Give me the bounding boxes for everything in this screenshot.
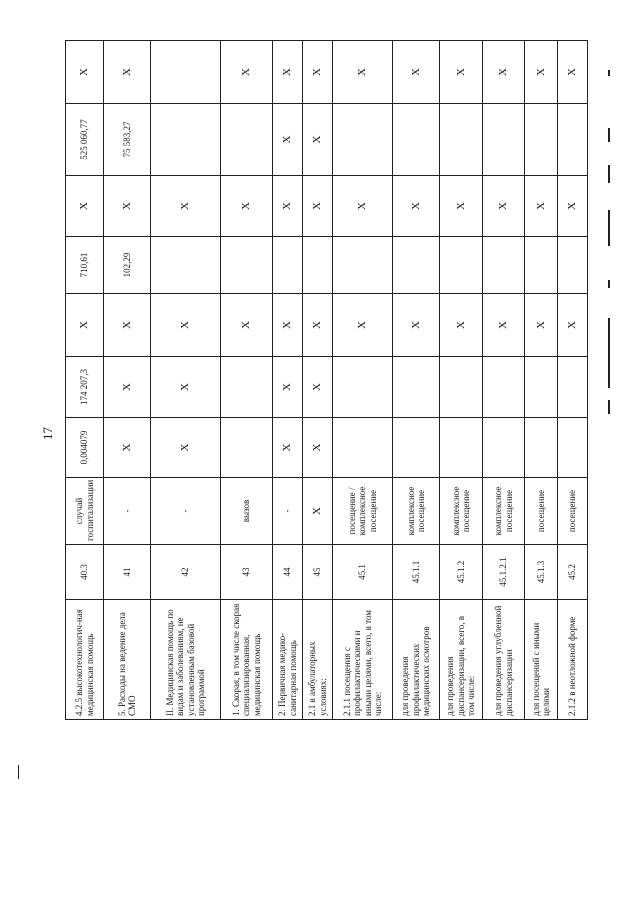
financing-table xyxy=(65,40,588,720)
table-cell: 45.2 xyxy=(558,545,588,600)
table-cell: Х xyxy=(221,41,273,104)
row-label-cell: для посещений с иными целями xyxy=(525,600,558,720)
table-cell xyxy=(393,237,440,294)
table-cell: Х xyxy=(333,294,393,357)
table-cell: 43 xyxy=(221,545,273,600)
table-cell: 45.1 xyxy=(333,545,393,600)
table-cell xyxy=(558,237,588,294)
table-cell xyxy=(440,357,483,418)
table-cell: Х xyxy=(333,41,393,104)
table-cell: Х xyxy=(440,41,483,104)
table-cell: Х xyxy=(303,41,333,104)
margin-mark xyxy=(18,765,19,779)
table-cell: Х xyxy=(393,294,440,357)
table-cell: посещение xyxy=(525,478,558,545)
table-row xyxy=(221,41,273,720)
table-cell: Х xyxy=(525,41,558,104)
table-body xyxy=(66,41,588,720)
margin-mark xyxy=(608,165,610,183)
table-cell: Х xyxy=(104,418,151,478)
table-cell xyxy=(558,418,588,478)
margin-mark xyxy=(608,128,610,142)
row-label-cell: 2.1 в амбулаторных условиях: xyxy=(303,600,333,720)
table-cell: - xyxy=(151,478,221,545)
table-cell: Х xyxy=(273,176,303,237)
table-cell: Х xyxy=(104,176,151,237)
table-cell: 0,004079 xyxy=(66,418,104,478)
table-cell: Х xyxy=(151,294,221,357)
table-cell: Х xyxy=(440,176,483,237)
table-cell xyxy=(221,237,273,294)
table-cell: Х xyxy=(303,418,333,478)
table-cell: Х xyxy=(104,294,151,357)
table-cell: - xyxy=(273,478,303,545)
table-cell: Х xyxy=(558,41,588,104)
table-cell: Х xyxy=(303,357,333,418)
table-cell: Х xyxy=(104,357,151,418)
table-cell xyxy=(558,357,588,418)
table-cell: Х xyxy=(303,294,333,357)
table-row xyxy=(440,41,483,720)
table-cell: Х xyxy=(66,294,104,357)
table-cell: 45.1.2 xyxy=(440,545,483,600)
table-cell xyxy=(333,357,393,418)
row-label-cell: для проведения углубленной диспансеризации xyxy=(483,600,525,720)
row-label-cell: 2.1.1 посещения с профилактическими и иными целями, всего, в том числе: xyxy=(333,600,393,720)
table-cell: комплексное посещение xyxy=(483,478,525,545)
table-cell: Х xyxy=(483,41,525,104)
table-cell: 710,61 xyxy=(66,237,104,294)
table-cell: - xyxy=(104,478,151,545)
table-cell: Х xyxy=(525,294,558,357)
table-cell: Х xyxy=(393,176,440,237)
row-label-cell: 4.2.5 высокотехнологич-ная медицинская помощь xyxy=(66,600,104,720)
table-cell: Х xyxy=(66,41,104,104)
table-cell: 45.1.2.1 xyxy=(483,545,525,600)
row-label-cell: 1. Скорая, в том числе скорая специализированная, медицинская помощь xyxy=(221,600,273,720)
table-cell: Х xyxy=(221,176,273,237)
table-cell: Х xyxy=(393,41,440,104)
table-row xyxy=(303,41,333,720)
row-label-cell: 2. Первичная медико-санитарная помощь xyxy=(273,600,303,720)
table-cell: Х xyxy=(558,176,588,237)
table-cell xyxy=(483,104,525,176)
table-row xyxy=(393,41,440,720)
margin-mark xyxy=(608,70,610,76)
table-cell: посещение / комплексное посещение xyxy=(333,478,393,545)
table-cell: Х xyxy=(151,357,221,418)
table-row xyxy=(525,41,558,720)
table-cell xyxy=(525,104,558,176)
table-cell xyxy=(393,357,440,418)
table-row xyxy=(273,41,303,720)
table-cell: Х xyxy=(273,41,303,104)
table-cell xyxy=(303,237,333,294)
table-cell: Х xyxy=(273,104,303,176)
table-cell xyxy=(273,237,303,294)
table-cell: Х xyxy=(558,294,588,357)
table-cell xyxy=(525,418,558,478)
table-row xyxy=(66,41,104,720)
table-cell: 45.1.1 xyxy=(393,545,440,600)
table-cell: 174 207,3 xyxy=(66,357,104,418)
table-container xyxy=(65,41,579,720)
table-cell xyxy=(221,104,273,176)
table-row xyxy=(333,41,393,720)
table-cell: Х xyxy=(525,176,558,237)
table-cell xyxy=(440,418,483,478)
row-label-cell: для проведения диспансеризации, всего, в том числе: xyxy=(440,600,483,720)
table-cell: Х xyxy=(440,294,483,357)
table-cell: Х xyxy=(303,176,333,237)
table-cell xyxy=(525,357,558,418)
table-cell xyxy=(221,418,273,478)
table-cell: комплексное посещение xyxy=(440,478,483,545)
table-cell: Х xyxy=(333,176,393,237)
table-cell: Х xyxy=(303,478,333,545)
table-row xyxy=(104,41,151,720)
table-cell xyxy=(393,418,440,478)
table-cell xyxy=(333,237,393,294)
table-cell: случай госпитализации xyxy=(66,478,104,545)
table-cell xyxy=(333,418,393,478)
table-cell: Х xyxy=(221,294,273,357)
table-cell: Х xyxy=(104,41,151,104)
table-cell xyxy=(221,357,273,418)
margin-mark xyxy=(608,280,610,288)
table-cell: комплексное посещение xyxy=(393,478,440,545)
table-cell xyxy=(483,418,525,478)
table-cell: 44 xyxy=(273,545,303,600)
table-cell xyxy=(558,104,588,176)
table-cell xyxy=(525,237,558,294)
table-cell xyxy=(483,237,525,294)
table-cell xyxy=(393,104,440,176)
table-cell: посещение xyxy=(558,478,588,545)
margin-mark xyxy=(608,210,610,246)
row-label-cell: II. Медицинская помощь по видам и заболеваниям, не установленным базовой программой xyxy=(151,600,221,720)
table-cell xyxy=(151,237,221,294)
table-cell: 102,29 xyxy=(104,237,151,294)
table-cell xyxy=(440,104,483,176)
table-cell xyxy=(151,41,221,104)
table-cell: 40.3 xyxy=(66,545,104,600)
table-cell: 75 583,27 xyxy=(104,104,151,176)
margin-mark xyxy=(608,400,610,414)
row-label-cell: 5. Расходы на ведение дела СМО xyxy=(104,600,151,720)
row-label-cell: 2.1.2 в неотложной форме xyxy=(558,600,588,720)
table-cell xyxy=(483,357,525,418)
table-cell: Х xyxy=(273,357,303,418)
margin-mark xyxy=(608,318,610,388)
row-label-cell: для проведения профилактических медицинских осмотров xyxy=(393,600,440,720)
table-cell: Х xyxy=(151,176,221,237)
table-row xyxy=(483,41,525,720)
table-cell: 42 xyxy=(151,545,221,600)
table-cell: Х xyxy=(303,104,333,176)
table-row xyxy=(151,41,221,720)
table-cell xyxy=(440,237,483,294)
table-cell: Х xyxy=(273,418,303,478)
table-cell: 41 xyxy=(104,545,151,600)
page-number: 17 xyxy=(40,427,55,440)
table-cell: Х xyxy=(273,294,303,357)
table-cell: Х xyxy=(66,176,104,237)
table-cell: Х xyxy=(483,176,525,237)
table-cell xyxy=(151,104,221,176)
table-cell: 45 xyxy=(303,545,333,600)
table-row xyxy=(558,41,588,720)
table-cell: 45.1.3 xyxy=(525,545,558,600)
table-cell xyxy=(333,104,393,176)
table-cell: 525 060,77 xyxy=(66,104,104,176)
table-cell: вызов xyxy=(221,478,273,545)
table-cell: Х xyxy=(151,418,221,478)
table-cell: Х xyxy=(483,294,525,357)
